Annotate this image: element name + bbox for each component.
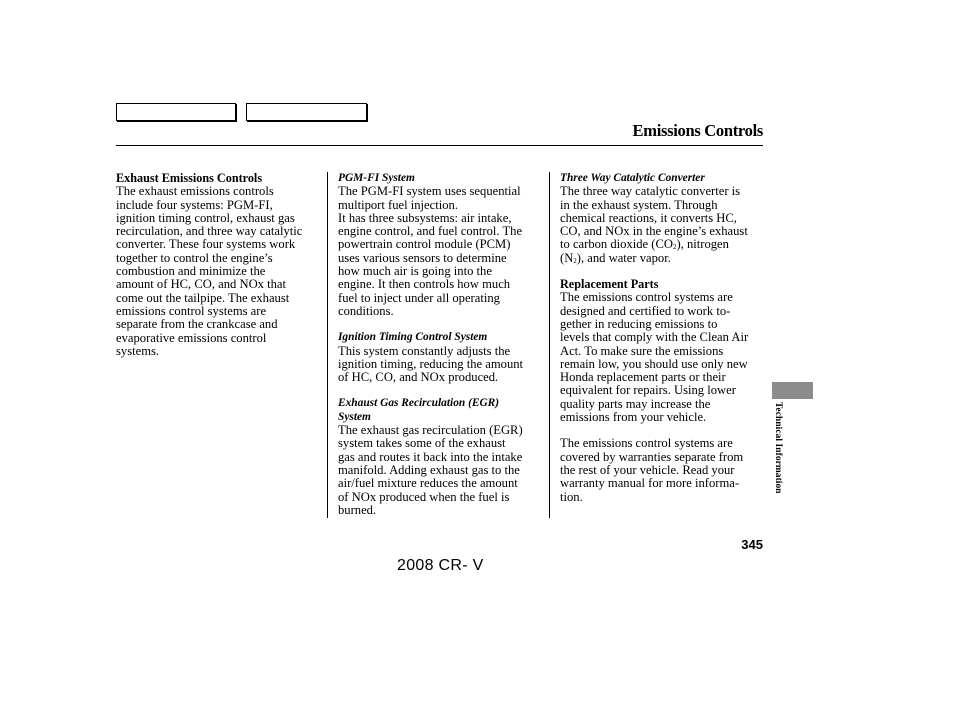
- text-fragment: ), and water vapor.: [576, 250, 671, 265]
- text-line: the rest of your vehicle. Read your: [560, 462, 735, 477]
- text-line: engine control, and fuel control. The: [338, 224, 523, 239]
- paragraph-warranty: [560, 437, 765, 503]
- page-number: 345: [741, 537, 763, 552]
- column-exhaust-emissions: [116, 172, 321, 358]
- text-line: amount of HC, CO, and NOx that: [116, 277, 286, 292]
- heading-exhaust-emissions: Exhaust Emissions Controls: [116, 171, 263, 185]
- text-line: burned.: [338, 502, 377, 517]
- text-fragment: to carbon dioxide (CO: [560, 237, 673, 252]
- text-line: The emissions control systems are: [560, 436, 733, 451]
- text-line: system takes some of the exhaust: [338, 436, 506, 451]
- subscript: 2: [573, 256, 577, 265]
- text-line: multiport fuel injection.: [338, 197, 458, 212]
- paragraph-ignition-timing: [338, 345, 543, 385]
- text-line: evaporative emissions control: [116, 330, 267, 345]
- text-line: in the exhaust system. Through: [560, 197, 718, 212]
- text-line: remain low, you should use only new: [560, 356, 748, 371]
- text-line: gether in reducing emissions to: [560, 316, 718, 331]
- text-line: The exhaust gas recirculation (EGR): [338, 423, 523, 438]
- paragraph-pgm-fi: [338, 185, 543, 318]
- paragraph-egr: [338, 424, 543, 517]
- text-line: recirculation, and three way catalytic: [116, 224, 303, 239]
- text-line: tion.: [560, 489, 583, 504]
- paragraph-replacement-parts: [560, 291, 765, 424]
- heading-replacement-parts: Replacement Parts: [560, 277, 659, 292]
- text-line: uses various sensors to determine: [338, 250, 507, 265]
- text-fragment: ), nitrogen: [676, 237, 729, 252]
- text-line: designed and certified to work to-: [560, 303, 731, 318]
- text-line: The exhaust emissions controls: [116, 184, 274, 199]
- text-line: engine. It then controls how much: [338, 277, 511, 292]
- text-line: come out the tailpipe. The exhaust: [116, 290, 290, 305]
- column-divider: [549, 172, 550, 518]
- text-line: covered by warranties separate from: [560, 449, 744, 464]
- text-line: This system constantly adjusts the: [338, 343, 511, 358]
- text-line: The three way catalytic converter is: [560, 184, 741, 199]
- section-title: Emissions Controls: [632, 121, 763, 140]
- heading-catalytic-converter: Three Way Catalytic Converter: [560, 172, 705, 184]
- text-line: quality parts may increase the: [560, 396, 711, 411]
- text-line: [560, 238, 765, 251]
- column-systems: [338, 172, 543, 517]
- text-line: combustion and minimize the: [116, 264, 266, 279]
- text-line: converter. These four systems work: [116, 237, 296, 252]
- text-line: warranty manual for more informa-: [560, 476, 740, 491]
- text-line: of HC, CO, and NOx produced.: [338, 370, 499, 385]
- subscript: 2: [672, 243, 677, 252]
- text-line: It has three subsystems: air intake,: [338, 210, 512, 225]
- text-line: air/fuel mixture reduces the amount: [338, 476, 518, 491]
- text-line: conditions.: [338, 303, 394, 318]
- text-line: gas and routes it back into the intake: [338, 449, 523, 464]
- model-footer: 2008 CR- V: [397, 557, 484, 574]
- text-line: of NOx produced when the fuel is: [338, 489, 510, 504]
- text-line: together to control the engine’s: [116, 250, 273, 265]
- text-line: equivalent for repairs. Using lower: [560, 383, 736, 398]
- text-line: The PGM-FI system uses sequential: [338, 184, 521, 199]
- text-line: CO, and NOx in the engine’s exhaust: [560, 224, 748, 239]
- text-line: emissions from your vehicle.: [560, 410, 707, 425]
- text-line: emissions control systems are: [116, 303, 267, 318]
- text-line: systems.: [116, 343, 160, 358]
- text-line: include four systems: PGM-FI,: [116, 197, 273, 212]
- text-line: Act. To make sure the emissions: [560, 343, 724, 358]
- nav-button-1[interactable]: [116, 103, 236, 121]
- section-tab-marker[interactable]: [772, 382, 813, 399]
- column-divider: [327, 172, 328, 518]
- text-line: ignition timing, reducing the amount: [338, 356, 524, 371]
- heading-pgm-fi: PGM-FI System: [338, 172, 415, 184]
- paragraph-exhaust-emissions: [116, 185, 321, 358]
- section-tab-label: Technical Information: [773, 402, 783, 494]
- text-line: how much air is going into the: [338, 264, 492, 279]
- text-line: fuel to inject under all operating: [338, 290, 500, 305]
- text-line: manifold. Adding exhaust gas to the: [338, 462, 520, 477]
- column-converter-parts: [560, 172, 765, 504]
- text-fragment: (N: [560, 250, 574, 265]
- text-line: powertrain control module (PCM): [338, 237, 511, 252]
- heading-egr-line-1: Exhaust Gas Recirculation (EGR): [338, 397, 500, 410]
- header-rule: [116, 145, 763, 146]
- text-line: levels that comply with the Clean Air: [560, 330, 749, 345]
- text-line: chemical reactions, it converts HC,: [560, 210, 737, 225]
- text-line: Honda replacement parts or their: [560, 370, 726, 385]
- text-line: [560, 252, 765, 265]
- text-line: The emissions control systems are: [560, 290, 733, 305]
- text-line: ignition timing control, exhaust gas: [116, 210, 295, 225]
- nav-button-2[interactable]: [246, 103, 367, 121]
- heading-ignition-timing: Ignition Timing Control System: [338, 331, 488, 344]
- paragraph-catalytic-converter: [560, 185, 765, 265]
- heading-egr-line-2: System: [338, 410, 371, 423]
- text-line: separate from the crankcase and: [116, 317, 278, 332]
